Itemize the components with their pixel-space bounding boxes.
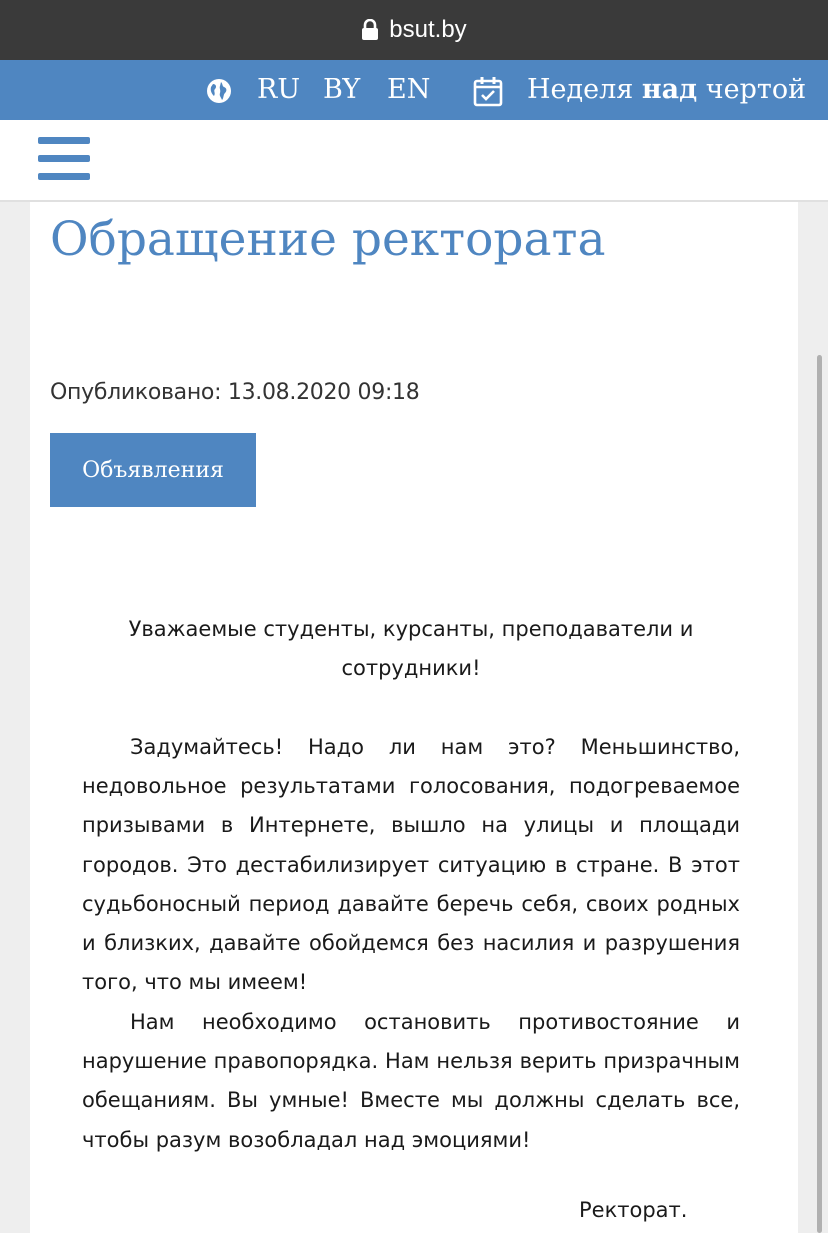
browser-url-bar[interactable] [0,0,828,60]
language-by-link[interactable]: BY [323,74,361,105]
page-title: Обращение ректората [50,212,606,267]
navbar [0,120,828,202]
article-signature: Ректорат. [579,1198,688,1222]
menu-icon[interactable] [38,137,90,181]
top-utility-bar [0,60,828,120]
article-paragraph-1: Задумайтесь! Надо ли нам это? Меньшинство, недовольное результатами голосования, подогреваемое призывами в Интернете, вышло на улицы и площади городов. Это дестабилизирует ситуацию в стране. В этот судьбоносный период давайте беречь себя, своих родных и близких, давайте обойдемся без насилия и разрушения того, что мы имеем! [82,735,740,995]
week-label-bold: над [641,74,698,105]
category-button[interactable]: Объявления [50,433,256,507]
lock-icon [361,19,379,41]
browser-url[interactable]: bsut.by [389,16,467,43]
language-ru-link[interactable]: RU [257,74,301,105]
language-en-link[interactable]: EN [387,74,431,105]
week-label-link[interactable]: Неделя над чертой [527,74,807,105]
article-container [30,202,798,1233]
calendar-icon[interactable] [473,75,503,107]
globe-icon[interactable] [206,78,232,104]
article-greeting: Уважаемые студенты, курсанты, преподаватели и сотрудники! [128,617,694,680]
page-scrollbar[interactable] [817,355,822,1233]
article-paragraph-2: Нам необходимо остановить противостояние и нарушение правопорядка. Нам нельзя верить призрачным обещаниям. Вы умные! Вместе мы должны сделать все, чтобы разум возобладал над эмоциями! [82,1010,740,1152]
published-date: Опубликовано: 13.08.2020 09:18 [50,380,420,405]
